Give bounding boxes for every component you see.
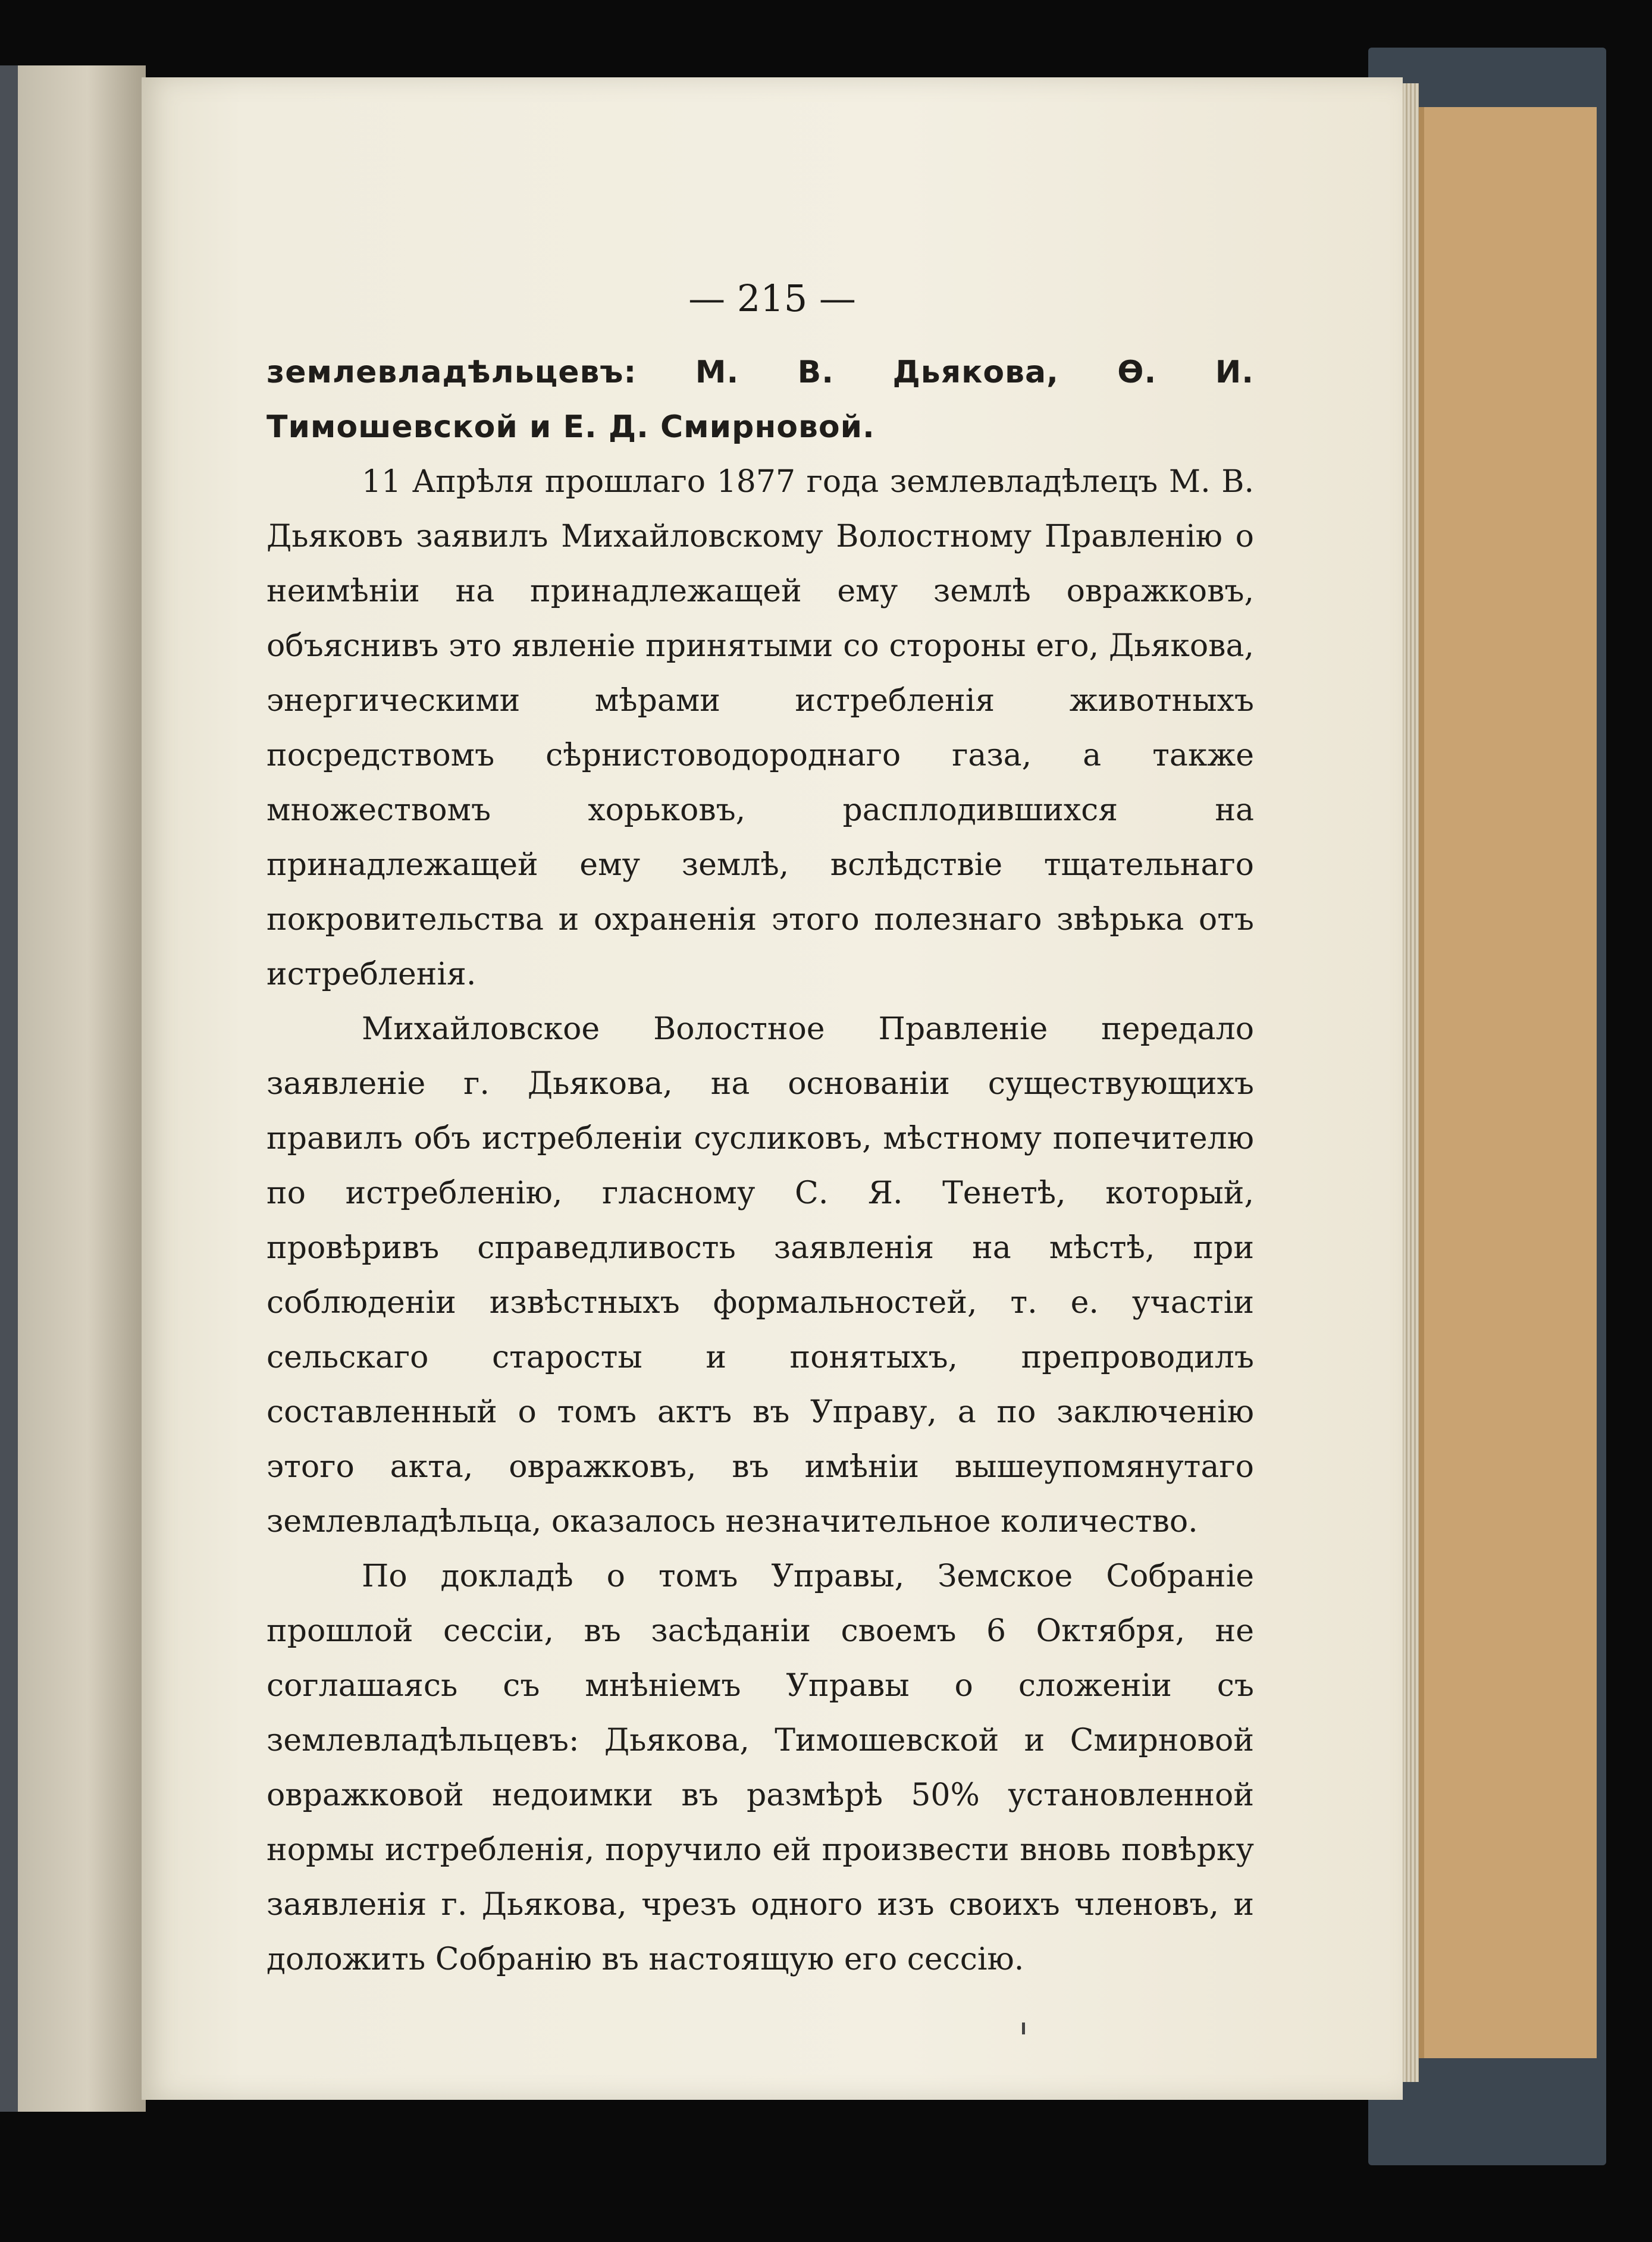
book-cover [1416, 107, 1597, 2058]
stray-ink-mark [1022, 2022, 1025, 2034]
book-page [142, 77, 1403, 2100]
paragraph-3: По докладѣ о томъ Управы, Земское Собраніе прошлой сессіи, въ засѣданіи своемъ 6 Октября, не соглашаясь съ мнѣніемъ Управы о сложеніи съ землевладѣльцевъ: Дьякова, Тимошевской и Смирновой овражковой недоимки въ размѣрѣ 50% установленной нормы истребленія, поручило ей произвести вновь повѣрку заявленія г. Дьякова, чрезъ одного изъ своихъ членовъ, и доложить Собранію въ настоящую его сессію. [267, 1559, 1254, 1977]
left-binding-strip [0, 65, 18, 2112]
section-heading-continuation: землевладѣльцевъ: М. В. Дьякова, Ѳ. И. Тимошевской и Е. Д. Смирновой. [267, 355, 1254, 445]
text-block [267, 345, 1254, 1987]
paragraph-2: Михайловское Волостное Правленіе передало заявленіе г. Дьякова, на основаніи существующихъ правилъ объ истребленіи сусликовъ, мѣстному попечителю по истребленію, гласному С. Я. Тенетѣ, который, провѣривъ справедливость заявленія на мѣстѣ, при соблюденіи извѣстныхъ формальностей, т. е. участіи сельскаго старосты и понятыхъ, препроводилъ составленный о томъ актъ въ Управу, а по заключенію этого акта, овражковъ, въ имѣніи вышеупомянутаго землевладѣльца, оказалось незначительное количество. [267, 1011, 1254, 1539]
paragraph-1: 11 Апрѣля прошлаго 1877 года землевладѣлецъ М. В. Дьяковъ заявилъ Михайловскому Волостному Правленію о неимѣніи на принадлежащей ему землѣ овражковъ, объяснивъ это явленіе принятыми со стороны его, Дьякова, энергическими мѣрами истребленія животныхъ посредствомъ сѣрнистоводороднаго газа, а также множествомъ хорьковъ, расплодившихся на принадлежащей ему землѣ, вслѣдствіе тщательнаго покровительства и охраненія этого полезнаго звѣрька отъ истребленія. [267, 464, 1254, 992]
page-number: — 215 — [688, 277, 856, 320]
left-page-edge [0, 65, 146, 2112]
